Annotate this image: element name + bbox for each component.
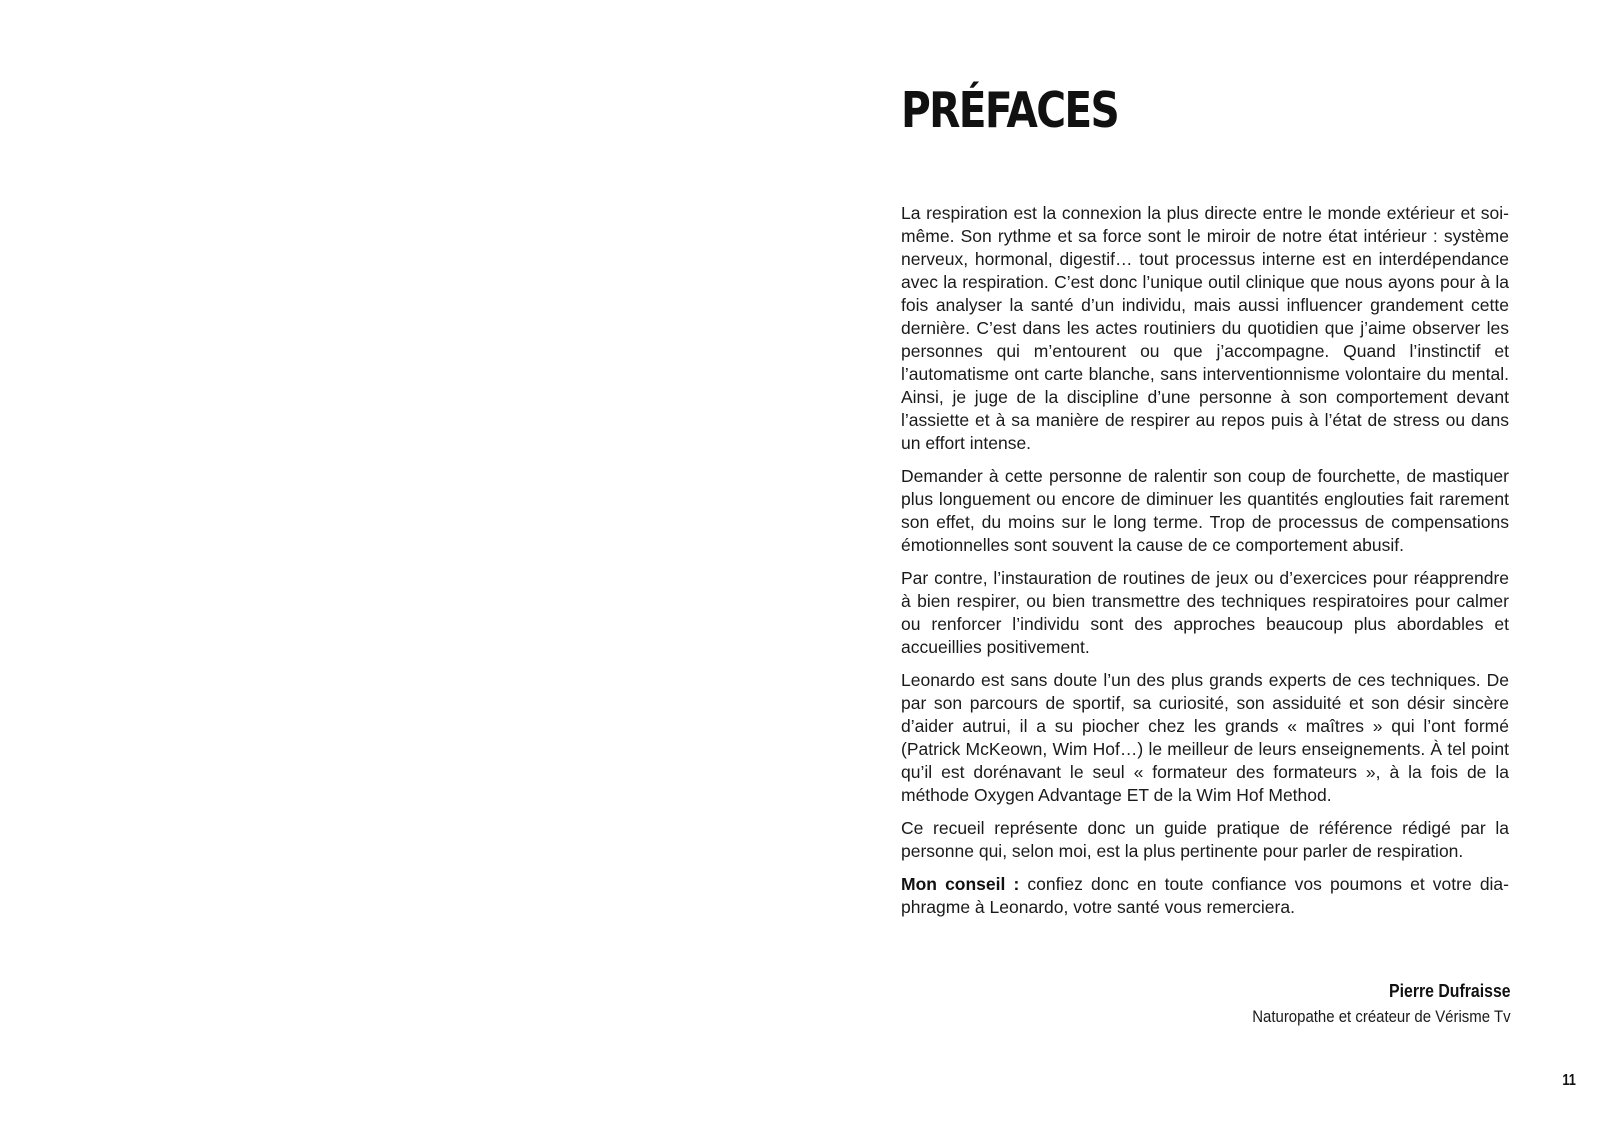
author-name: Pierre Dufraisse [1389, 981, 1511, 1001]
advice-text: confiez donc en toute confiance vos poumons et votre diaphragme à Leonardo, votre santé vous remerciera. [901, 874, 1509, 917]
paragraph-1: La respiration est la connexion la plus directe entre le monde extérieur et soi-même. Son rythme et sa force sont le miroir de notre état intérieur : système nerveux, hormonal, digestif… tout processus interne est en interdépendance avec la respiration. C’est donc l’unique outil clinique que nous ayons pour à la fois analyser la santé d’un individu, mais aussi influencer grandement cette dernière. C’est dans les actes routiniers du quotidien que j’aime observer les personnes qui m’entourent ou que j’accompagne. Quand l’instinctif et l’automatisme ont carte blanche, sans interventionnisme volontaire du mental. Ainsi, je juge de la discipline d’une personne à son comportement devant l’assiette et à sa manière de respirer au repos puis à l’état de stress ou dans un effort intense. [901, 203, 1509, 453]
advice-paragraph [901, 873, 1509, 919]
preface-body [901, 202, 1509, 929]
page-title: PRÉFACES [901, 82, 1119, 139]
page-number: 11 [1562, 1072, 1576, 1089]
paragraph-5: Ce recueil représente donc un guide pratique de référence rédigé par la personne qui, selon moi, est la plus pertinente pour parler de respiration. [901, 818, 1509, 861]
author-role: Naturopathe et créateur de Vérisme Tv [1252, 1007, 1511, 1026]
advice-label: Mon conseil : [901, 874, 1020, 894]
signature-block [1217, 978, 1511, 1030]
paragraph-3: Par contre, l’instauration de routines de jeux ou d’exercices pour réapprendre à bien respirer, ou bien transmettre des techniques respiratoires pour calmer ou renforcer l’individu sont des approches beaucoup plus abordables et accueillies positivement. [901, 568, 1509, 657]
paragraph-2: Demander à cette personne de ralentir son coup de fourchette, de mastiquer plus longuement ou encore de diminuer les quantités englouties fait rarement son effet, du moins sur le long terme. Trop de processus de compensations émotionnelles sont souvent la cause de ce comportement abusif. [901, 466, 1509, 555]
paragraph-4: Leonardo est sans doute l’un des plus grands experts de ces techniques. De par son parcours de sportif, sa curiosité, son assiduité et son désir sincère d’aider autrui, il a su piocher chez les grands « maîtres » qui l’ont formé (Patrick McKeown, Wim Hof…) le meilleur de leurs enseignements. À tel point qu’il est dorénavant le seul « formateur des formateurs », à la fois de la méthode Oxygen Advantage ET de la Wim Hof Method. [901, 670, 1509, 805]
right-page [799, 0, 1598, 1134]
